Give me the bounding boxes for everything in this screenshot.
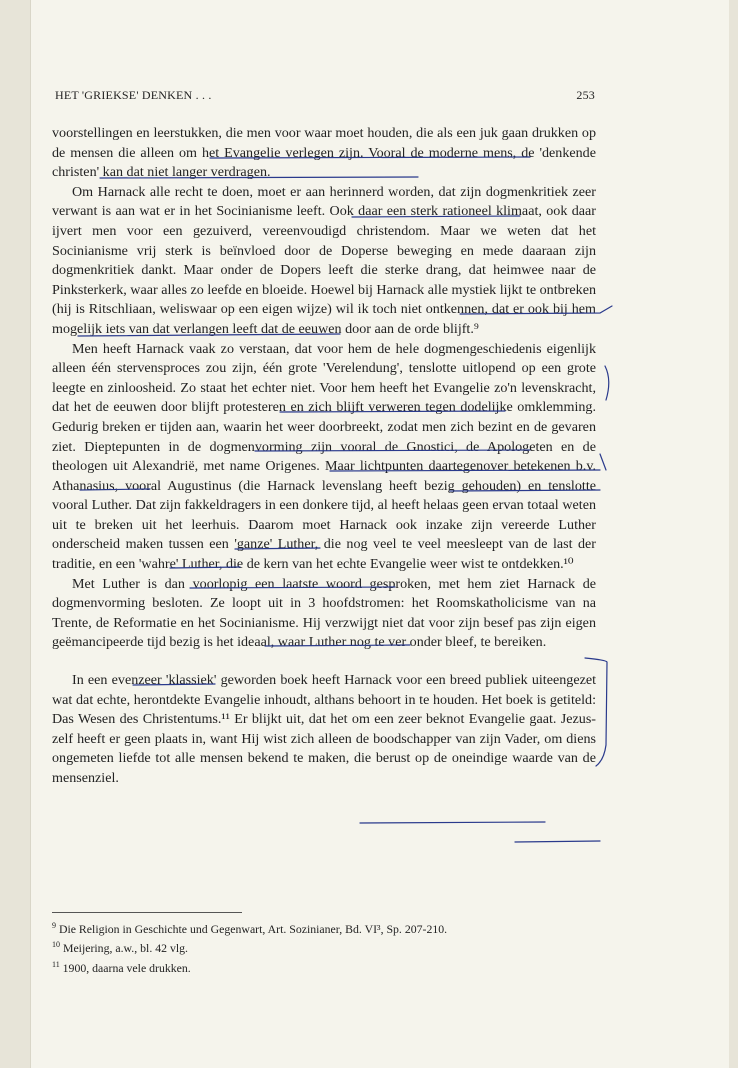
body-text: [52, 124, 596, 789]
footnote: [52, 918, 596, 937]
footnote-divider: [52, 912, 242, 913]
page-number: 253: [576, 88, 595, 102]
paragraph: Met Luther is dan voorlopig een laatste woord gesproken, met hem ziet Harnack de dogmenvorming besloten. Ze loopt uit in 3 hoofdstromen: het Roomskatholicisme van na Trente, de Reformatie en het Socinianisme. Hij verzwijgt niet dat voor zijn besef pas zijn eigen geëmancipeerde tijd bezig is het ideaal, waar Luther nog te ver onder bleef, te bereiken.: [52, 575, 596, 651]
running-header: [55, 88, 595, 106]
footnote-text: Meijering, a.w., bl. 42 vlg.: [62, 941, 189, 956]
running-title: HET 'GRIEKSE' DENKEN . . .: [55, 88, 212, 102]
paragraph: Om Harnack alle recht te doen, moet er aan herinnerd worden, dat zijn dogmenkritiek zeer verwant is aan wat er in het Socinianisme leeft. Ook daar een sterk rationeel klimaat, ook daar ijvert men voor een gezuiverd, vereenvoudigd christendom. Maar we weten dat het Socinianisme vrij sterk is beïnvloed door de Doperse beweging en mede daaraan zijn dogmenkritiek dankt. Maar onder de Dopers leeft die sterke drang, dat heimwee naar de Pinksterkerk, waar alles zo leefde en bloeide. Hoewel bij Harnack alle mystiek lijkt te ontbreken (hij is Ritschliaan, weliswaar op een eigen wijze) wil ik toch niet ontkennen, dat er ook bij hem mogelijk iets van dat verlangen leeft dat de eeuwen door aan de orde blijft.⁹: [52, 183, 596, 337]
paragraph: voorstellingen en leerstukken, die men voor waar moet houden, die als een juk gaan drukken op de mensen die alleen om het Evangelie verlegen zijn. Vooral de moderne mens, de 'denkende christen' kan dat niet langer verdragen.: [52, 125, 596, 181]
footnotes: [52, 918, 596, 976]
paragraph: In een evenzeer 'klassiek' geworden boek heeft Harnack voor een breed publiek uiteengezet wat dat echte, herontdekte Evangelie inhoudt, althans behoort in te houden. Het boek is getiteld: Das Wesen des Christentums.¹¹ Er blijkt uit, dat het om een zeer beknot Evangelie gaat. Jezus-zelf heeft er geen plaats in, want Hij wist zich alleen de boodschapper van zijn Vader, om diens ongemeten liefde tot alle mensen bekend te maken, die berust op de oneindige waarde van de mensenziel.: [52, 672, 596, 786]
footnote-text: Die Religion in Geschichte und Gegenwart, Art. Sozinianer, Bd. VI³, Sp. 207-210.: [58, 921, 448, 936]
footnote-text: 1900, daarna vele drukken.: [62, 960, 191, 975]
footnote: [52, 957, 596, 976]
footnote-mark: 11: [52, 959, 60, 969]
paragraph: Men heeft Harnack vaak zo verstaan, dat voor hem de hele dogmengeschiedenis eigenlijk alleen één stervensproces zou zijn, één grote 'Verelendung', tenslotte uitlopend op een grote leegte en zinloosheid. Zo staat het echter niet. Voor hem heeft het Evangelie zo'n levenskracht, dat het de eeuwen door blijft protesteren en zich blijft verweren tegen dodelijke omklemming. Gedurig breken er tijden aan, waarin het weer doorbreekt, zodat men zich bezint en de gevaren ziet. Dieptepunten in de dogmenvorming zijn vooral de Gnostici, de Apologeten en de theologen uit Alexandrië, met name Origenes. Maar lichtpunten daartegenover betekenen b.v. Athanasius, vooral Augustinus (die Harnack levenslang heeft bezig gehouden) en tenslotte vooral Luther. Dat zijn fakkeldragers in een donkere tijd, al heeft helaas geen ervan totaal weten uit te breken uit het leerhuis. Daarom moet Harnack ook inzake zijn vereerde Luther onderscheid maken tussen een 'ganze' Luther, die nog veel te veel meesleept van de last der traditie, en een 'wahre' Luther, die de kern van het echte Evangelie weer wist te ontdekken.¹⁰: [52, 340, 596, 573]
footnote-mark: 9: [52, 921, 56, 930]
footnote-mark: 10: [52, 940, 60, 950]
footnote: [52, 937, 596, 956]
